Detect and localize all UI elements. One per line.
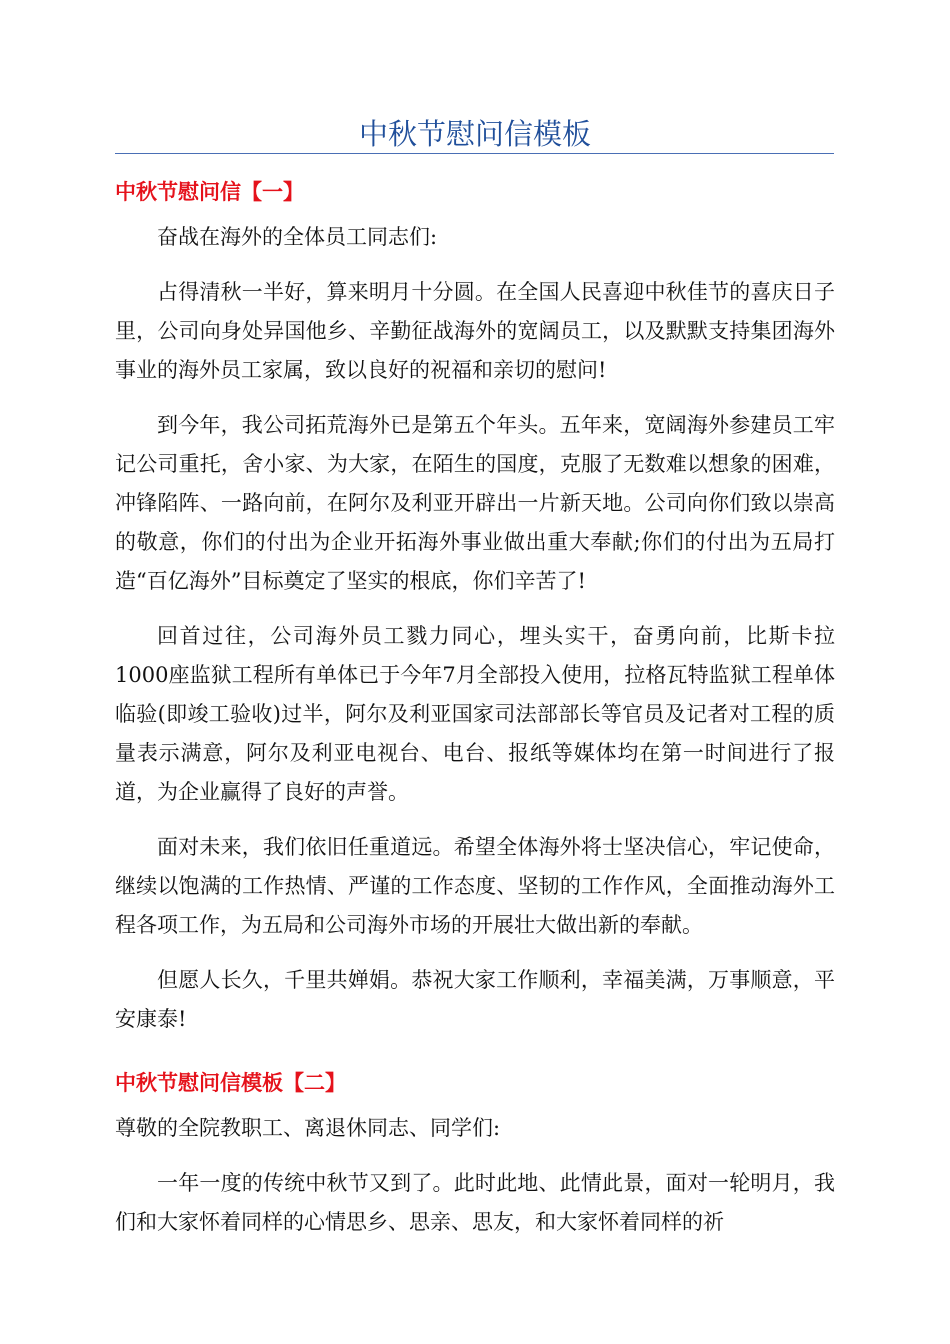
salutation-1: 奋战在海外的全体员工同志们: bbox=[157, 225, 438, 249]
paragraph: 但愿人长久，千里共婵娟。恭祝大家工作顺利，幸福美满，万事顺意，平安康泰! bbox=[115, 968, 835, 1031]
section-heading-1: 中秋节慰问信【一】 bbox=[115, 180, 304, 204]
paragraph: 面对未来，我们依旧任重道远。希望全体海外将士坚决信心，牢记使命，继续以饱满的工作热情、严谨的工作态度、坚韧的工作作风，全面推动海外工程各项工作，为五局和公司海外市场的开展壮大做出新的奉献。 bbox=[115, 835, 835, 937]
paragraph: 占得清秋一半好，算来明月十分圆。在全国人民喜迎中秋佳节的喜庆日子里，公司向身处异国他乡、辛勤征战海外的宽阔员工，以及默默支持集团海外事业的海外员工家属，致以良好的祝福和亲切的慰问! bbox=[115, 280, 835, 382]
paragraph: 回首过往，公司海外员工戮力同心，埋头实干，奋勇向前，比斯卡拉1000座监狱工程所有单体已于今年7月全部投入使用，拉格瓦特监狱工程单体临验(即竣工验收)过半，阿尔及利亚国家司法部部长等官员及记者对工程的质量表示满意，阿尔及利亚电视台、电台、报纸等媒体均在第一时间进行了报道，为企业赢得了良好的声誉。 bbox=[115, 624, 835, 804]
section-heading-2: 中秋节慰问信模板【二】 bbox=[115, 1071, 346, 1095]
paragraph: 一年一度的传统中秋节又到了。此时此地、此情此景，面对一轮明月，我们和大家怀着同样的心情思乡、思亲、思友，和大家怀着同样的祈 bbox=[115, 1171, 835, 1234]
document-body bbox=[115, 172, 835, 1258]
page-title: 中秋节慰问信模板 bbox=[358, 117, 591, 151]
salutation-2: 尊敬的全院教职工、离退休同志、同学们: bbox=[115, 1116, 501, 1140]
title-divider bbox=[115, 153, 834, 154]
paragraph: 到今年，我公司拓荒海外已是第五个年头。五年来，宽阔海外参建员工牢记公司重托，舍小家、为大家，在陌生的国度，克服了无数难以想象的困难，冲锋陷阵、一路向前，在阿尔及利亚开辟出一片新天地。公司向你们致以崇高的敬意，你们的付出为企业开拓海外事业做出重大奉献;你们的付出为五局打造“百亿海外”目标奠定了坚实的根底，你们辛苦了! bbox=[115, 413, 835, 593]
